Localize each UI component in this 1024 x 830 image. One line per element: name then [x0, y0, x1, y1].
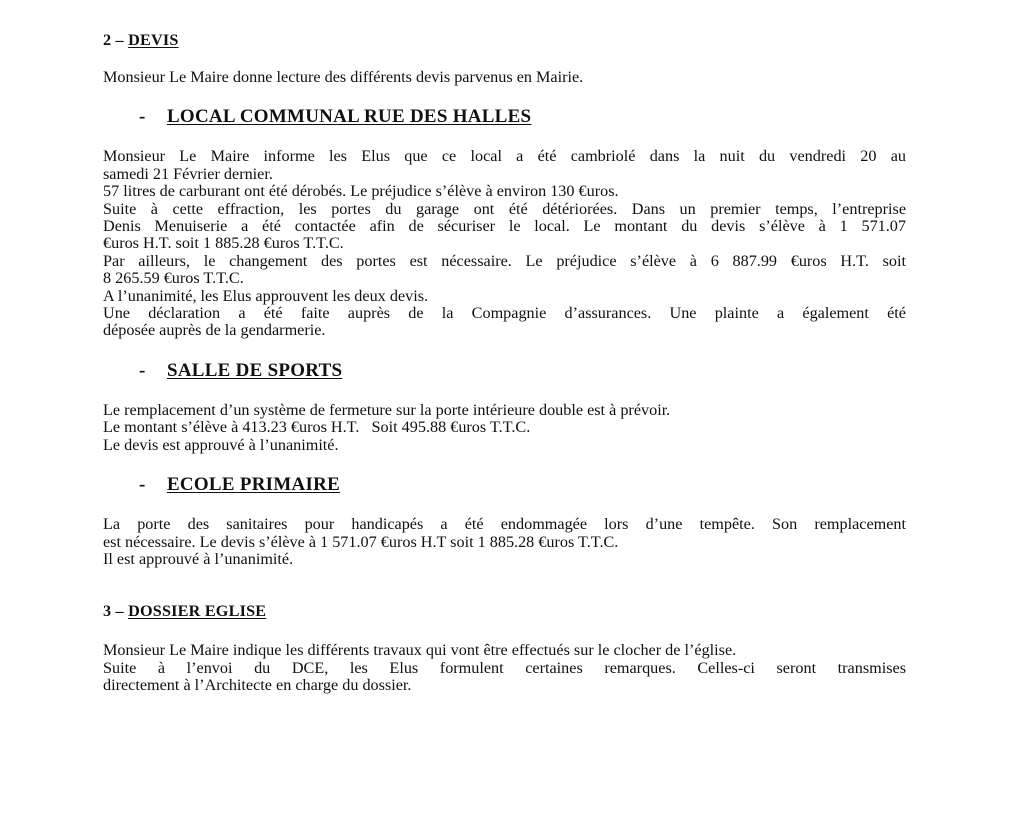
local-communal-heading: [103, 107, 906, 127]
local-line-1: Monsieur Le Maire informe les Elus que ce local a été cambriolé dans la nuit du vendredi 20 au: [103, 147, 906, 166]
ecole-line-1: La porte des sanitaires pour handicapés a été endommagée lors d’une tempête. Son remplacement: [103, 515, 906, 534]
ecole-line-3: Il est approuvé à l’unanimité.: [103, 549, 294, 568]
section-2-number: 2 –: [103, 31, 124, 49]
local-line-2: samedi 21 Février dernier.: [103, 164, 273, 183]
section-3-title: DOSSIER EGLISE: [128, 602, 267, 621]
local-line-10: Une déclaration a été faite auprès de la Compagnie d’assurances. Une plainte a également été: [103, 304, 906, 323]
local-communal-title: LOCAL COMMUNAL RUE DES HALLES: [167, 106, 532, 128]
local-communal-bullet: -: [139, 106, 146, 128]
salle-sports-heading: [103, 361, 906, 381]
local-communal-body: [103, 148, 906, 339]
eglise-line-2: Suite à l’envoi du DCE, les Elus formulent certaines remarques. Celles-ci seront transmises: [103, 658, 906, 677]
local-line-9: A l’unanimité, les Elus approuvent les deux devis.: [103, 286, 429, 305]
section-2-title: DEVIS: [128, 31, 179, 49]
document-page: [103, 30, 906, 695]
ecole-primaire-heading: [103, 475, 906, 495]
salle-line-1: Le remplacement d’un système de fermeture sur la porte intérieure double est à prévoir.: [103, 400, 671, 419]
section-3-body: [103, 642, 906, 694]
salle-line-3: Le devis est approuvé à l’unanimité.: [103, 435, 339, 454]
local-line-8: 8 265.59 €uros T.T.C.: [103, 269, 244, 288]
section-2-heading: [103, 30, 906, 50]
local-line-5: Denis Menuiserie a été contactée afin de sécuriser le local. Le montant du devis s’élève à 1 571.07: [103, 217, 906, 236]
section-2-intro: Monsieur Le Maire donne lecture des différents devis parvenus en Mairie.: [103, 68, 584, 86]
section-3-number: 3 –: [103, 602, 124, 621]
ecole-primaire-bullet: -: [139, 474, 146, 496]
local-line-7: Par ailleurs, le changement des portes est nécessaire. Le préjudice s’élève à 6 887.99 €uros H.T. soit: [103, 251, 906, 270]
salle-sports-bullet: -: [139, 359, 146, 381]
salle-line-2: Le montant s’élève à 413.23 €uros H.T. Soit 495.88 €uros T.T.C.: [103, 418, 531, 437]
local-line-6: €uros H.T. soit 1 885.28 €uros T.T.C.: [103, 234, 344, 253]
ecole-primaire-body: [103, 516, 906, 568]
salle-sports-title: SALLE DE SPORTS: [167, 359, 343, 381]
section-3-heading: [103, 601, 906, 621]
local-line-3: 57 litres de carburant ont été dérobés. Le préjudice s’élève à environ 130 €uros.: [103, 182, 619, 201]
ecole-primaire-title: ECOLE PRIMAIRE: [167, 474, 341, 496]
eglise-line-3: directement à l’Architecte en charge du dossier.: [103, 676, 412, 695]
local-line-11: déposée auprès de la gendarmerie.: [103, 321, 326, 340]
ecole-line-2: est nécessaire. Le devis s’élève à 1 571.07 €uros H.T soit 1 885.28 €uros T.T.C.: [103, 532, 619, 551]
salle-sports-body: [103, 402, 906, 454]
local-line-4: Suite à cette effraction, les portes du garage ont été détériorées. Dans un premier temps, l’entreprise: [103, 199, 906, 218]
eglise-line-1: Monsieur Le Maire indique les différents travaux qui vont être effectués sur le clocher de l’église.: [103, 641, 737, 660]
